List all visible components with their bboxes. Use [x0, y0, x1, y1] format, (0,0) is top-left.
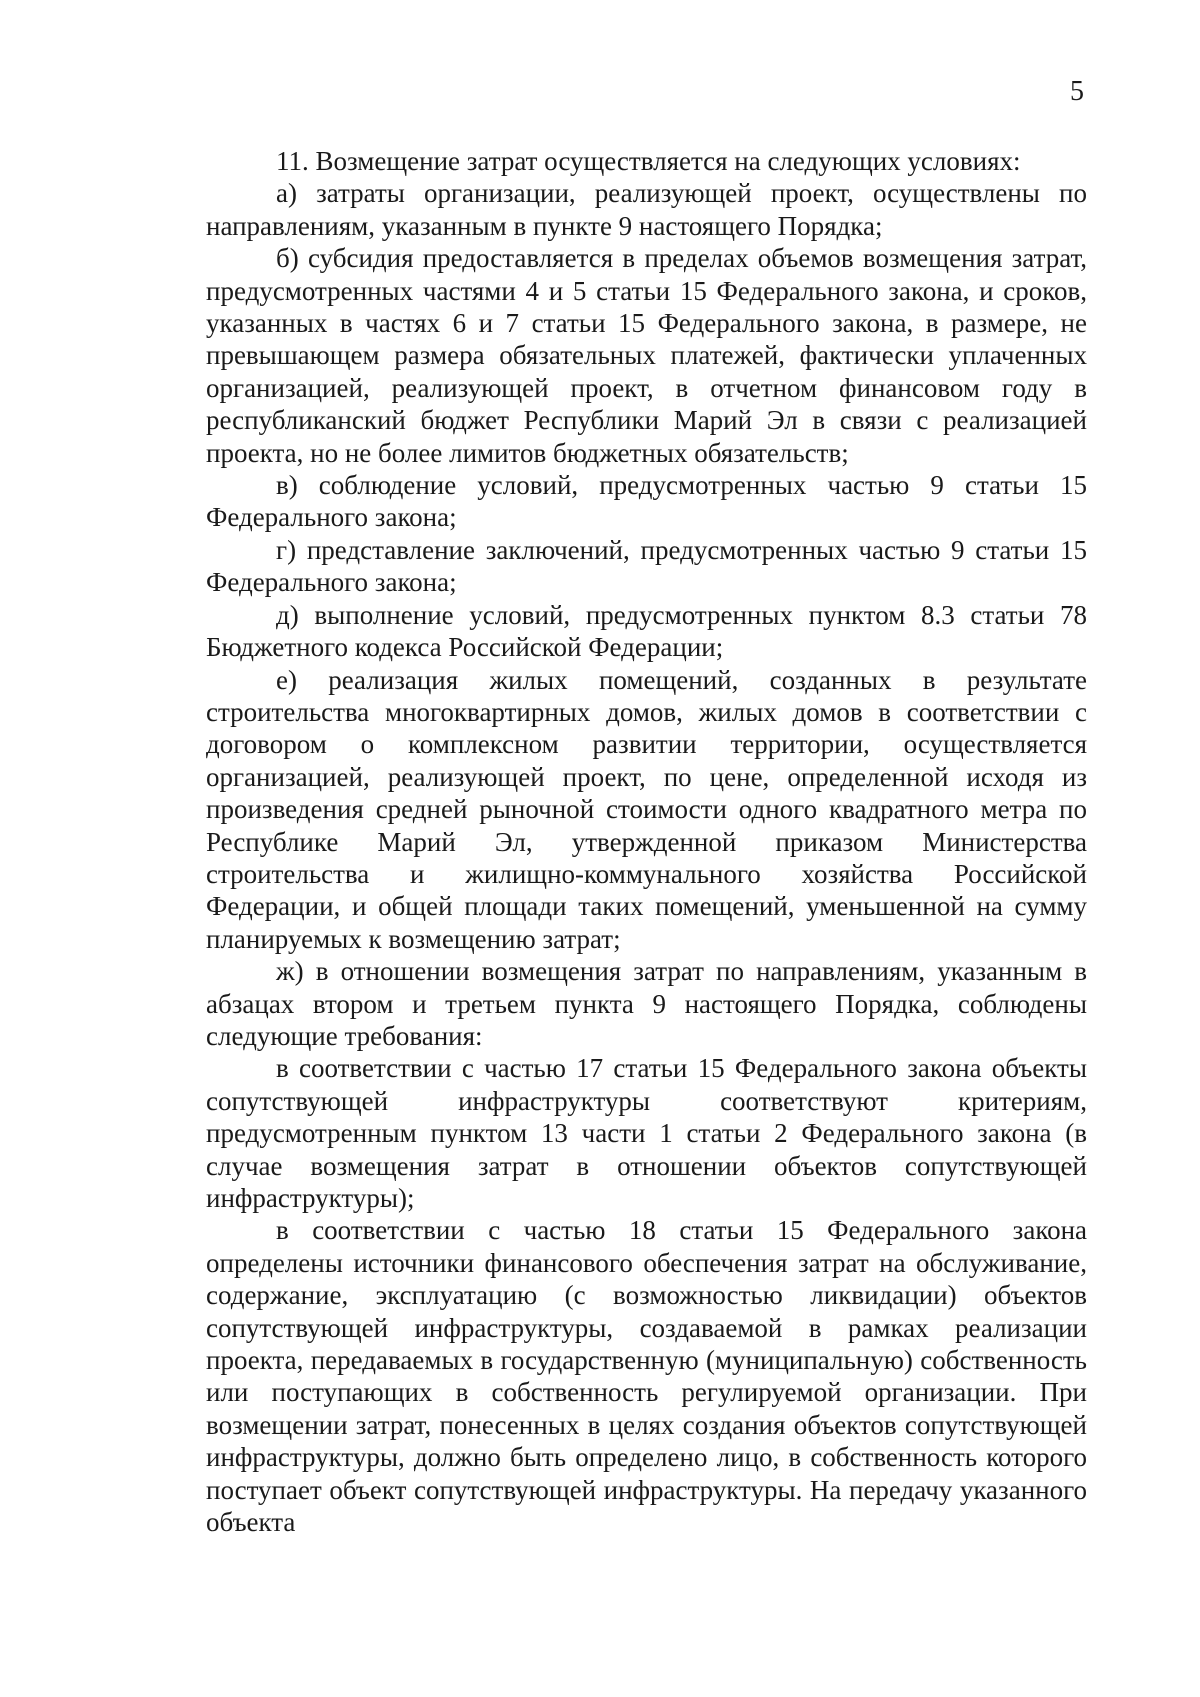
- paragraph-a: а) затраты организации, реализующей проект, осуществлены по направлениям, указанным в пункте 9 настоящего Порядка;: [206, 178, 1087, 241]
- paragraph-requirement-2: в соответствии с частью 18 статьи 15 Федерального закона определены источники финансового обеспечения затрат на обслуживание, содержание, эксплуатацию (с возможностью ликвидации) объектов сопутствующей инфраструктуры, создаваемой в рамках реализации проекта, передаваемых в государственную (муниципальную) собственность или поступающих в собственность регулируемой организации. При возмещении затрат, понесенных в целях создания объектов сопутствующей инфраструктуры, должно быть определено лицо, в собственность которого поступает объект сопутствующей инфраструктуры. На передачу указанного объекта: [206, 1215, 1087, 1538]
- paragraph-requirement-1: в соответствии с частью 17 статьи 15 Федерального закона объекты сопутствующей инфраструктуры соответствуют критериям, предусмотренным пунктом 13 части 1 статьи 2 Федерального закона (в случае возмещения затрат в отношении объектов сопутствующей инфраструктуры);: [206, 1053, 1087, 1213]
- paragraph-b: б) субсидия предоставляется в пределах объемов возмещения затрат, предусмотренных частями 4 и 5 статьи 15 Федерального закона, и сроков, указанных в частях 6 и 7 статьи 15 Федерального закона, в размере, не превышающем размера обязательных платежей, фактически уплаченных организацией, реализующей проект, в отчетном финансовом году в республиканский бюджет Республики Марий Эл в связи с реализацией проекта, но не более лимитов бюджетных обязательств;: [206, 243, 1087, 468]
- paragraph-g: г) представление заключений, предусмотренных частью 9 статьи 15 Федерального закона;: [206, 534, 1087, 598]
- paragraph-11-intro: 11. Возмещение затрат осуществляется на следующих условиях:: [276, 146, 1021, 176]
- paragraph-zh: ж) в отношении возмещения затрат по направлениям, указанным в абзацах втором и третьем пункта 9 настоящего Порядка, соблюдены следующие требования:: [206, 956, 1087, 1051]
- paragraph-e: е) реализация жилых помещений, созданных в результате строительства многоквартирных домов, жилых домов в соответствии с договором о комплексном развитии территории, осуществляется организацией, реализующей проект, по цене, определенной исходя из произведения средней рыночной стоимости одного квадратного метра по Республике Марий Эл, утвержденной приказом Министерства строительства и жилищно-коммунального хозяйства Российской Федерации, и общей площади таких помещений, уменьшенной на сумму планируемых к возмещению затрат;: [206, 664, 1087, 954]
- paragraph-v: в) соблюдение условий, предусмотренных частью 9 статьи 15 Федерального закона;: [206, 470, 1087, 533]
- paragraph-d: д) выполнение условий, предусмотренных пунктом 8.3 статьи 78 Бюджетного кодекса Российской Федерации;: [206, 599, 1087, 663]
- page-number: 5: [1070, 76, 1084, 107]
- document-body: [206, 145, 1087, 1538]
